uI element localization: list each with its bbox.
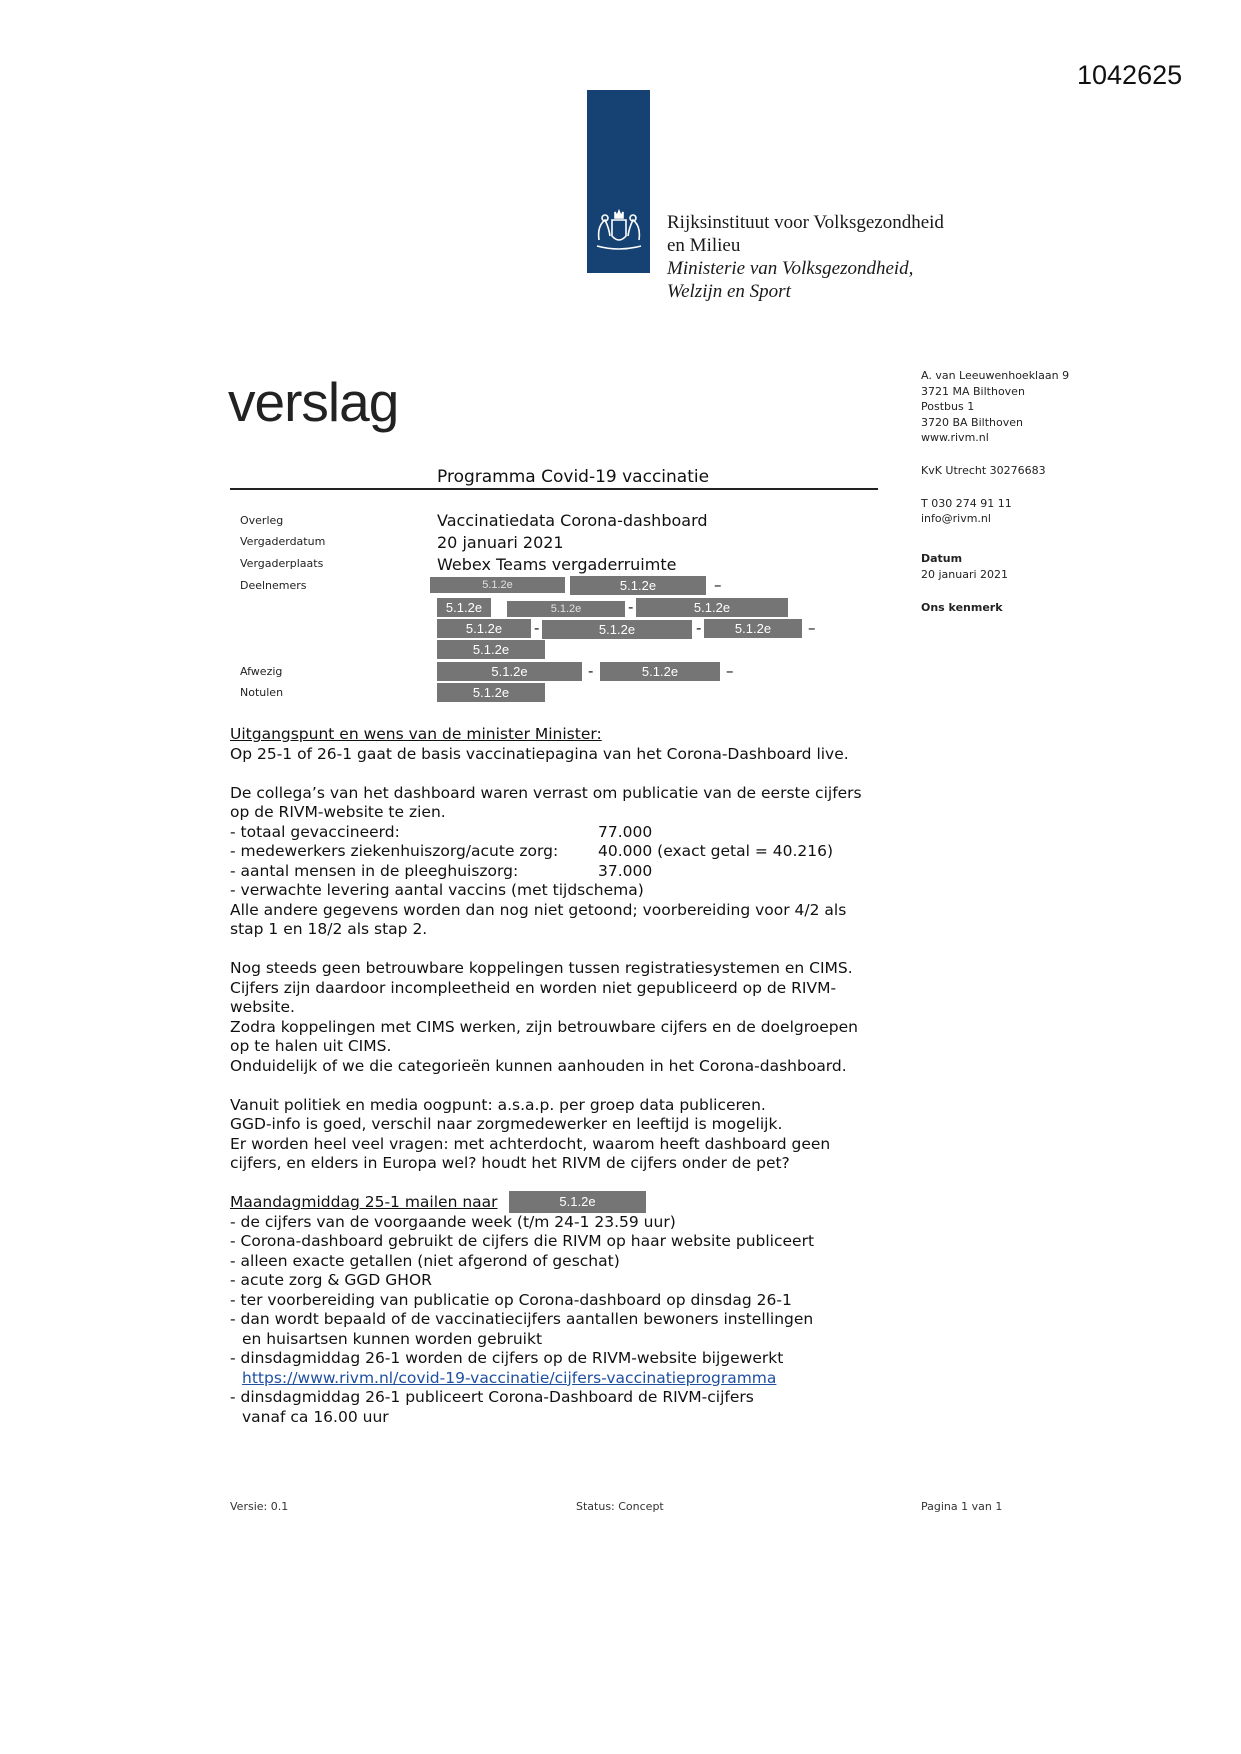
footer-versie: Versie: 0.1 <box>230 1500 289 1513</box>
list-item-continuation: vanaf ca 16.00 uur <box>242 1407 389 1426</box>
paragraph: Alle andere gegevens worden dan nog niet getoond; voorbereiding voor 4/2 als <box>230 900 847 919</box>
logo-text-line3: Ministerie van Volksgezondheid, <box>667 258 914 279</box>
stat-label: - totaal gevaccineerd: <box>230 822 400 841</box>
sidebar-kenmerk-label: Ons kenmerk <box>921 601 1003 614</box>
redaction-block: 5.1.2e <box>542 620 692 639</box>
deelnemers-label: Deelnemers <box>240 579 307 592</box>
redaction-block: 5.1.2e <box>507 601 625 617</box>
redaction-block: 5.1.2e <box>437 683 545 702</box>
document-title: verslag <box>228 371 399 433</box>
redaction-block: 5.1.2e <box>636 598 788 617</box>
section-heading: Maandagmiddag 25-1 mailen naar <box>230 1193 498 1211</box>
list-item-continuation: en huisartsen kunnen worden gebruikt <box>242 1329 543 1348</box>
list-item: - alleen exacte getallen (niet afgerond of geschat) <box>230 1251 620 1270</box>
list-item: - acute zorg & GGD GHOR <box>230 1271 432 1289</box>
redaction-block: 5.1.2e <box>437 640 545 659</box>
list-item: - dinsdagmiddag 26-1 publiceert Corona-Dashboard de RIVM-cijfers <box>230 1388 754 1406</box>
stat-row <box>230 842 910 862</box>
logo-text-line1: Rijksinstituut voor Volksgezondheid <box>667 212 944 233</box>
section-heading-row <box>230 1193 910 1213</box>
paragraph: Op 25-1 of 26-1 gaat de basis vaccinatiepagina van het Corona-Dashboard live. <box>230 744 849 763</box>
address-postcode: 3721 MA Bilthoven <box>921 384 1025 398</box>
sidebar-email: info@rivm.nl <box>921 512 991 525</box>
paragraph: Zodra koppelingen met CIMS werken, zijn betrouwbare cijfers en de doelgroepen <box>230 1017 858 1036</box>
list-item: - dinsdagmiddag 26-1 worden de cijfers op de RIVM-website bijgewerkt <box>230 1349 784 1367</box>
sidebar-phone: T 030 274 91 11 <box>921 497 1012 510</box>
stat-value: 37.000 <box>598 861 653 880</box>
logo-bar <box>587 90 650 273</box>
sidebar-kvk: KvK Utrecht 30276683 <box>921 464 1046 477</box>
paragraph: op te halen uit CIMS. <box>230 1037 392 1055</box>
coat-of-arms-icon <box>591 206 647 256</box>
sidebar-address <box>921 368 1069 446</box>
redaction-block: 5.1.2e <box>437 598 491 617</box>
paragraph: Cijfers zijn daardoor incompleetheid en worden niet gepubliceerd op de RIVM- <box>230 978 837 997</box>
paragraph: op de RIVM-website te zien. <box>230 803 446 821</box>
redaction-block: 5.1.2e <box>509 1191 646 1213</box>
logo-text-line4: Welzijn en Sport <box>667 281 791 302</box>
redaction-block: 5.1.2e <box>570 576 706 595</box>
vergaderplaats-value: Webex Teams vergaderruimte <box>437 555 677 574</box>
paragraph: De collega’s van het dashboard waren verrast om publicatie van de eerste cijfers <box>230 783 862 802</box>
stat-row: - verwachte levering aantal vaccins (met tijdschema) <box>230 881 644 899</box>
list-item: - ter voorbereiding van publicatie op Corona-dashboard op dinsdag 26-1 <box>230 1290 792 1309</box>
vergaderplaats-label: Vergaderplaats <box>240 557 324 570</box>
notulen-label: Notulen <box>240 686 284 699</box>
rivm-link[interactable]: https://www.rivm.nl/covid-19-vaccinatie/cijfers-vaccinatieprogramma <box>242 1368 777 1387</box>
redaction-block: 5.1.2e <box>437 662 582 681</box>
stat-label: - medewerkers ziekenhuiszorg/acute zorg: <box>230 842 559 860</box>
address-street: A. van Leeuwenhoeklaan 9 <box>921 369 1070 382</box>
list-item: - dan wordt bepaald of de vaccinatiecijfers aantallen bewoners instellingen <box>230 1310 814 1328</box>
overleg-value: Vaccinatiedata Corona-dashboard <box>437 511 708 530</box>
stat-value: 77.000 <box>598 822 653 841</box>
stat-row <box>230 823 910 843</box>
body-text <box>230 725 910 1427</box>
document-number: 1042625 <box>1077 60 1183 90</box>
list-item: - Corona-dashboard gebruikt de cijfers die RIVM op haar website publiceert <box>230 1232 815 1250</box>
footer-status: Status: Concept <box>576 1500 664 1513</box>
stat-row <box>230 862 910 882</box>
document-subject: Programma Covid-19 vaccinatie <box>437 467 710 487</box>
paragraph: Er worden heel veel vragen: met achterdocht, waarom heeft dashboard geen <box>230 1134 831 1153</box>
redaction-block: 5.1.2e <box>600 662 720 681</box>
paragraph: Vanuit politiek en media oogpunt: a.s.a.p. per groep data publiceren. <box>230 1095 766 1114</box>
redaction-block: 5.1.2e <box>437 619 531 638</box>
footer-pagina: Pagina 1 van 1 <box>921 1500 1003 1513</box>
paragraph: cijfers, en elders in Europa wel? houdt het RIVM de cijfers onder de pet? <box>230 1154 790 1172</box>
paragraph: stap 1 en 18/2 als stap 2. <box>230 920 428 938</box>
redaction-block: 5.1.2e <box>430 577 565 593</box>
vergaderdatum-value: 20 januari 2021 <box>437 533 564 552</box>
vergaderdatum-label: Vergaderdatum <box>240 535 326 548</box>
address-postbus: Postbus 1 <box>921 400 975 413</box>
divider <box>230 488 878 490</box>
sidebar-datum-label: Datum <box>921 552 963 565</box>
afwezig-label: Afwezig <box>240 665 283 678</box>
section-heading: Uitgangspunt en wens van de minister Minister: <box>230 725 602 743</box>
sidebar-datum-value: 20 januari 2021 <box>921 568 1009 581</box>
paragraph: website. <box>230 998 295 1016</box>
address-postcode-postbus: 3720 BA Bilthoven <box>921 415 1023 429</box>
redaction-block: 5.1.2e <box>704 619 802 638</box>
stat-value: 40.000 (exact getal = 40.216) <box>598 842 834 860</box>
logo-text-line2: en Milieu <box>667 235 741 256</box>
address-website: www.rivm.nl <box>921 431 989 444</box>
paragraph: GGD-info is goed, verschil naar zorgmedewerker en leeftijd is mogelijk. <box>230 1115 783 1133</box>
overleg-label: Overleg <box>240 514 284 527</box>
paragraph: Onduidelijk of we die categorieën kunnen aanhouden in het Corona-dashboard. <box>230 1056 847 1075</box>
stat-label: - aantal mensen in de pleeghuiszorg: <box>230 861 519 880</box>
paragraph: Nog steeds geen betrouwbare koppelingen tussen registratiesystemen en CIMS. <box>230 959 853 977</box>
list-item: - de cijfers van de voorgaande week (t/m 24-1 23.59 uur) <box>230 1212 676 1231</box>
